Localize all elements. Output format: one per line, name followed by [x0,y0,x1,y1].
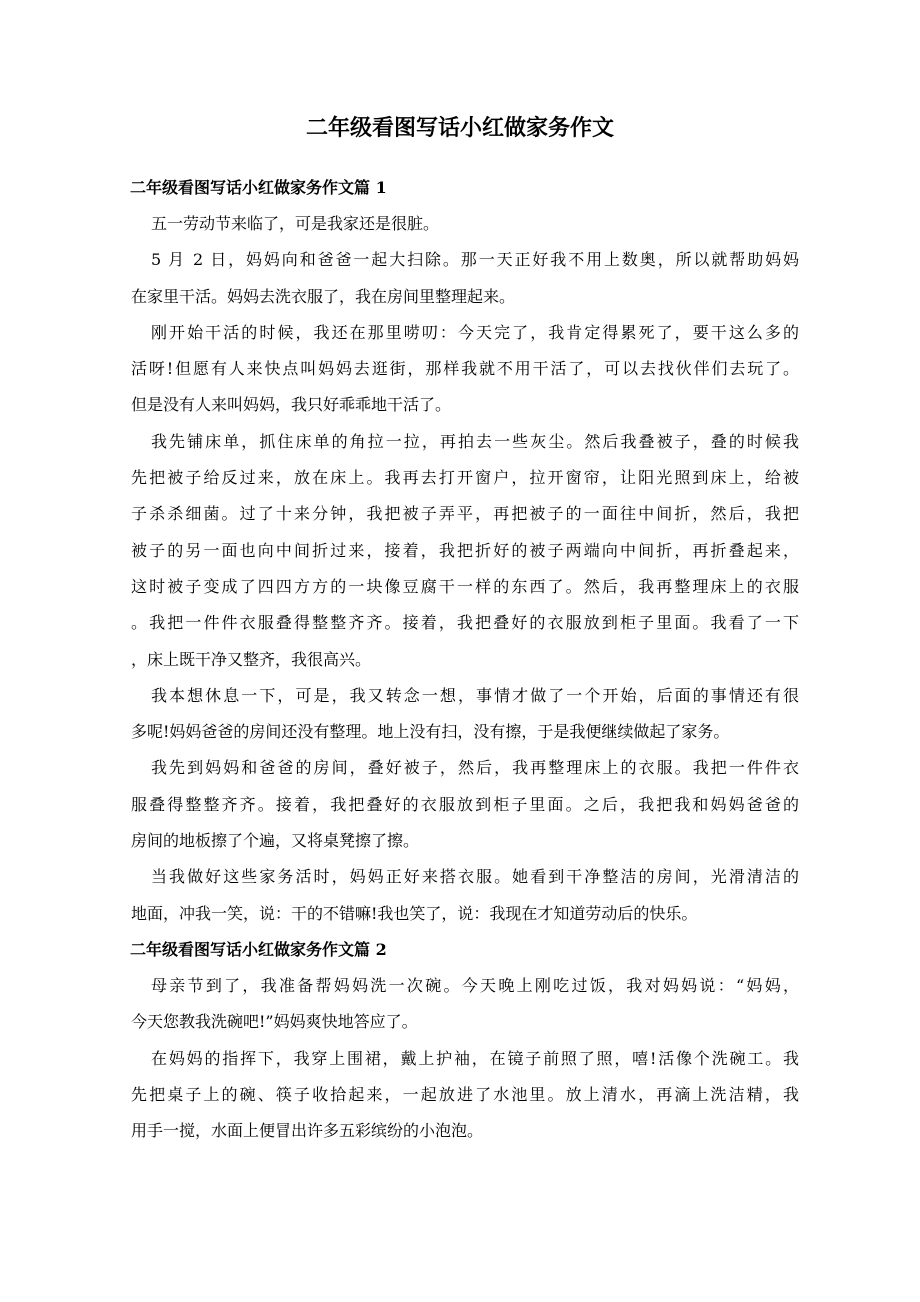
text-line: 用手一搅，水面上便冒出许多五彩缤纷的小泡泡。 [131,1121,484,1141]
text-line: 子杀杀细菌。过了十来分钟，我把被子弄平，再把被子的一面往中间折，然后，我把 [131,504,799,524]
text-line: 活呀!但愿有人来快点叫妈妈去逛街，那样我就不用干活了，可以去找伙伴们去玩了。 [131,359,799,379]
paragraph [111,678,799,751]
text-line: 5 月 2 日，妈妈向和爸爸一起大扫除。那一天正好我不用上数奥，所以就帮助妈妈 [151,250,799,270]
text-line: 我本想休息一下，可是，我又转念一想，事情才做了一个开始，后面的事情还有很 [151,685,799,705]
text-line: 房间的地板擦了个遍，又将桌凳擦了擦。 [131,831,420,851]
text-line: 五一劳动节来临了，可是我家还是很脏。 [151,214,440,233]
text-line: 母亲节到了，我准备帮妈妈洗一次碗。今天晚上刚吃过饭，我对妈妈说：“妈妈， [151,975,799,995]
paragraph [111,750,799,859]
text-line: 在妈妈的指挥下，我穿上围裙，戴上护袖，在镜子前照了照，嘻!活像个洗碗工。我 [151,1048,799,1068]
text-line: 我先铺床单，抓住床单的角拉一拉，再拍去一些灰尘。然后我叠被子，叠的时候我 [151,431,799,451]
text-line: 先把桌子上的碗、筷子收拾起来，一起放进了水池里。放上清水，再滴上洗洁精，我 [131,1084,799,1104]
text-line: 今天您教我洗碗吧!”妈妈爽快地答应了。 [131,1012,418,1032]
section-heading-2: 二年级看图写话小红做家务作文篇 2 [130,939,387,959]
paragraph [111,315,799,424]
text-line: ，床上既干净又整齐，我很高兴。 [131,649,372,669]
paragraph [111,1041,799,1150]
document-title: 二年级看图写话小红做家务作文 [305,115,614,141]
text-line: 。我把一件件衣服叠得整整齐齐。接着，我把叠好的衣服放到柜子里面。我看了一下 [131,613,799,633]
text-line: 当我做好这些家务活时，妈妈正好来搭衣服。她看到干净整洁的房间，光滑清洁的 [151,867,799,887]
text-line: 被子的另一面也向中间折过来，接着，我把折好的被子两端向中间折，再折叠起来， [131,540,799,560]
text-line: 服叠得整整齐齐。接着，我把叠好的衣服放到柜子里面。之后，我把我和妈妈爸爸的 [131,794,799,814]
text-line: 地面，冲我一笑，说：干的不错嘛!我也笑了，说：我现在才知道劳动后的快乐。 [131,903,698,923]
text-line: 在家里干活。妈妈去洗衣服了，我在房间里整理起来。 [131,286,516,306]
text-line: 我先到妈妈和爸爸的房间，叠好被子，然后，我再整理床上的衣服。我把一件件衣 [151,758,799,778]
section-heading-1: 二年级看图写话小红做家务作文篇 1 [130,178,387,197]
text-line: 这时被子变成了四四方方的一块像豆腐干一样的东西了。然后，我再整理床上的衣服 [131,576,799,596]
text-line: 刚开始干活的时候，我还在那里唠叨：今天完了，我肯定得累死了，要干这么多的 [151,322,799,342]
paragraph [111,206,799,242]
text-line: 但是没有人来叫妈妈，我只好乖乖地干活了。 [131,395,452,415]
text-line: 先把被子给反过来，放在床上。我再去打开窗户，拉开窗帘，让阳光照到床上，给被 [131,468,799,488]
paragraph [111,242,799,315]
paragraph [111,424,799,678]
document-body [111,170,799,1149]
text-line: 多呢!妈妈爸爸的房间还没有整理。地上没有扫，没有擦，于是我便继续做起了家务。 [131,722,730,742]
paragraph [111,968,799,1041]
paragraph [111,859,799,932]
